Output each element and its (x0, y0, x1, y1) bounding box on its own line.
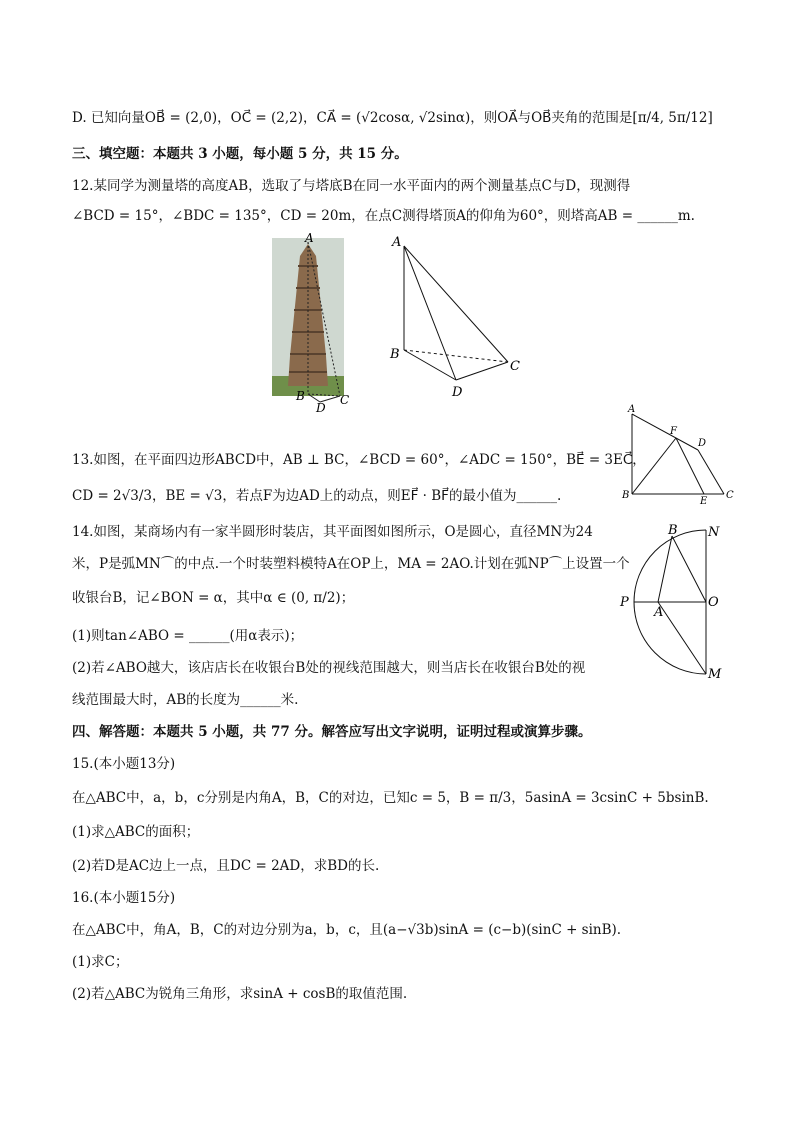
photo-label-b: B (296, 389, 305, 403)
q13-label-a: A (628, 404, 636, 415)
q15-sub2: (2)若D是AC边上一点，且DC = 2AD，求BD的长. (72, 858, 380, 874)
q15-stem: 在△ABC中，a，b，c分别是内角A，B，C的对边，已知c = 5，B = π/3，5asinA = 3csinC + 5bsinB. (72, 790, 709, 806)
q12-tower-photo (270, 231, 350, 415)
q14-label-o: O (708, 595, 719, 610)
photo-label-a: A (305, 231, 314, 245)
q13-line2: CD = 2√3/3，BE = √3，若点F为边AD上的动点，则EF⃗ · BF⃗的最小值为______. (72, 488, 562, 504)
photo-label-c: C (340, 393, 350, 407)
q13-label-c: C (726, 490, 734, 501)
q16-title: 16.(本小题15分) (72, 890, 176, 906)
q13-label-b: B (622, 490, 630, 501)
q14-label-n: N (708, 525, 720, 540)
q14-sub2-line2: 线范围最大时，AB的长度为______米. (72, 692, 299, 708)
q14-label-p: P (620, 595, 629, 610)
q13-line1: 13.如图，在平面四边形ABCD中，AB ⊥ BC，∠BCD = 60°，∠ADC = 150°，BE⃗ = 3EC⃗， (72, 452, 646, 468)
q15-title: 15.(本小题13分) (72, 756, 176, 772)
q14-semicircle (616, 520, 742, 682)
q14-label-b: B (668, 523, 678, 538)
tetra-label-d: D (452, 385, 463, 400)
q14-line2: 米，P是弧MN⌒的中点.一个时装塑料模特A在OP上，MA = 2AO.计划在弧NP⌒上设置一个 (72, 556, 630, 572)
photo-label-d: D (316, 401, 326, 415)
q16-stem: 在△ABC中，角A，B，C的对边分别为a，b，c，且(a−√3b)sinA = (c−b)(sinC + sinB). (72, 922, 622, 938)
tetra-label-a: A (392, 235, 402, 250)
q14-label-a: A (654, 605, 664, 620)
q14-label-m: M (708, 667, 722, 682)
q14-line3: 收银台B，记∠BON = α，其中α ∈ (0, π/2)； (72, 590, 355, 606)
q13-label-d: D (698, 438, 707, 449)
q14-sub1: (1)则tan∠ABO = ______(用α表示)； (72, 628, 304, 644)
section-fill-in: 三、填空题：本题共 3 小题，每小题 5 分，共 15 分。 (72, 146, 408, 162)
q16-sub1: (1)求C； (72, 954, 129, 970)
q14-sub2-line1: (2)若∠ABO越大，该店店长在收银台B处的视线范围越大，则当店长在收银台B处的视 (72, 660, 586, 676)
q12-tetrahedron (386, 232, 528, 402)
q13-label-f: F (670, 426, 677, 437)
tetra-label-c: C (510, 359, 520, 374)
q15-sub1: (1)求△ABC的面积； (72, 824, 200, 840)
section-solutions: 四、解答题：本题共 5 小题，共 77 分。解答应写出文字说明，证明过程或演算步骤。 (72, 724, 592, 740)
q12-line2: ∠BCD = 15°，∠BDC = 135°，CD = 20m，在点C测得塔顶A的仰角为60°，则塔高AB = ______m. (72, 208, 695, 224)
option-d: D. 已知向量OB⃗ = (2,0)，OC⃗ = (2,2)，CA⃗ = (√2cosα, √2sinα)，则OA⃗与OB⃗夹角的范围是[π/4, 5π/12] (72, 110, 713, 126)
q14-line1: 14.如图，某商场内有一家半圆形时装店，其平面图如图所示，O是圆心，直径MN为24 (72, 524, 593, 540)
q12-line1: 12.某同学为测量塔的高度AB，选取了与塔底B在同一水平面内的两个测量基点C与D，现测得 (72, 178, 631, 194)
q16-sub2: (2)若△ABC为锐角三角形，求sinA + cosB的取值范围. (72, 986, 408, 1002)
tetra-label-b: B (390, 347, 400, 362)
q13-label-e: E (700, 496, 708, 507)
